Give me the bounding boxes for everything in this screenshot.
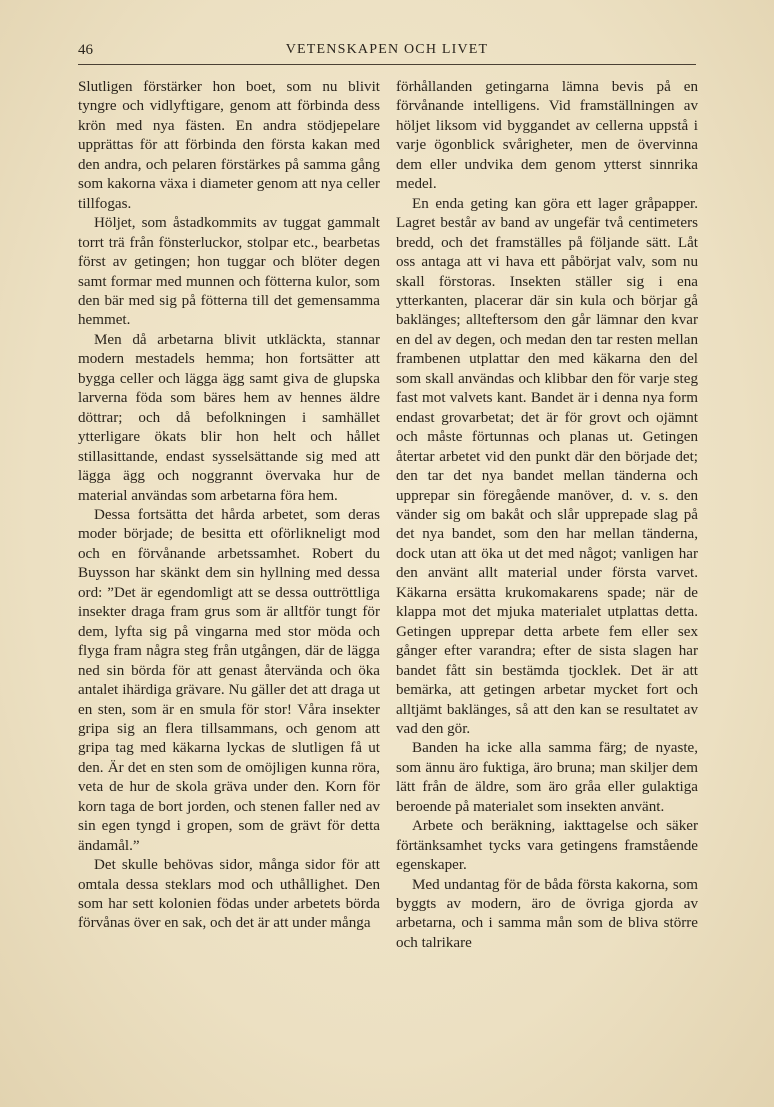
paragraph: Arbete och beräkning, iakttagelse och säker förtänksamhet tycks vara getingens framstående egenskaper.	[396, 818, 698, 874]
paragraph: Slutligen förstärker hon boet, som nu blivit tyngre och vidlyftigare, genom att förbinda dess krön med nya fästen. En andra stödjepelare upprättas för att förbinda den första kakan med den andra, och pelaren förstärkes på samma gång som kakorna växa i diameter genom att nya celler tillfogas.	[78, 79, 380, 212]
page-number: 46	[78, 42, 93, 58]
left-column	[78, 78, 380, 934]
page-header	[78, 40, 696, 65]
paragraph: Det skulle behövas sidor, många sidor för att omtala dessa steklars mod och uthållighet. Den som har sett kolonien födas under arbetets börda förvånas över en sak, och det är att under många	[78, 857, 380, 932]
running-title: VETENSKAPEN OCH LIVET	[285, 42, 489, 57]
paragraph: En enda geting kan göra ett lager gråpapper. Lagret består av band av ungefär två centimeters bredd, och det framställes på följande sätt. Låt oss antaga att vi hava ett påbörjat valv, som nu skall förstoras. Insekten ställer sig i ena ytterkanten, placerar där sin kula och börjar gå baklänges; allteftersom den går lämnar den kvar en del av degen, och medan den tar resten mellan frambenen utplattar den med käkarna den del som skall användas och klibbar den för varje steg fast mot valvets kant. Bandet är i denna nya form endast grovarbetat; det är för grovt och ojämnt och måste förtunnas och planas ut. Getingen återtar arbetet vid den punkt där den började det; den tar det nya bandet mellan tänderna och upprepar sin föregående manöver, d. v. s. den vänder sig om bakåt och slår upprepade slag på det nya bandet, som den har mellan tänderna, dock utan att öka ut det med något; vanligen har den använt allt material under första varvet. Käkarna ersätta krukomakarens spade; när de klappa mot det mjuka materialet utplattas detta. Getingen upprepar detta arbete fem eller sex gånger efter varandra; efter de sista slagen har bandet fått sin bestämda tjocklek. Det är att bemärka, att getingen arbetar mycket fort och alltjämt baklänges, så att den kan se resultatet av vad den gör.	[396, 195, 698, 737]
paragraph: Med undantag för de båda första kakorna, som byggts av modern, äro de övriga gjorda av arbetarna, och i samma mån som de bliva större och talrikare	[396, 876, 698, 951]
paragraph: Banden ha icke alla samma färg; de nyaste, som ännu äro fuktiga, äro bruna; man skiljer dem lätt från de äldre, som äro gråa eller gulaktiga beroende på materialet som insekten använt.	[396, 740, 698, 815]
right-column	[396, 78, 698, 953]
paragraph: Höljet, som åstadkommits av tuggat gammalt torrt trä från fönsterluckor, stolpar etc., bearbetas först av getingen; hon tuggar och blöter degen samt formar med munnen och fötterna kulor, som den bär med sig på fötterna till det gemensamma hemmet.	[78, 215, 380, 329]
paragraph: förhållanden getingarna lämna bevis på en förvånande intelligens. Vid framställningen av höljet liksom vid byggandet av cellerna uppstå i varje ögonblick svårigheter, men de övervinna dem eller undvika dem genom ytterst sinnrika medel.	[396, 79, 698, 193]
paragraph: Men då arbetarna blivit utkläckta, stannar modern mestadels hemma; hon fortsätter att bygga celler och lägga ägg samt giva de glupska larverna föda som bäres hem av hennes äldre döttrar; och då befolkningen i samhället ytterligare ökats blir hon helt och hållet stillasittande, endast sysselsättande sig med att lägga ägg och noggrannt övervaka hur de material användas som arbetarna föra hem.	[78, 331, 380, 504]
paragraph: Dessa fortsätta det hårda arbetet, som deras moder började; de besitta ett oförlikneligt mod och en förvånande arbetssamhet. Robert du Buysson har skänkt dem sin hyllning med dessa ord: ”Det är egendomligt att se dessa outtröttliga insekter draga fram grus som är alltför tungt för dem, lyfta sig på vingarna med stor möda och flyga fram några steg från utgången, där de lägga ned sin börda för att genast återvända och öka antalet ihärdiga grävare. Nu gäller det att draga ut en sten, som är en smula för stor! Våra insekter gripa sig an flera tillsammans, och genom att gripa tag med käkarna lyckas de slutligen få ut den. Är det en sten som de omöjligen kunna röra, veta de hur de skola gräva under den. Korn för korn taga de bort jorden, och stenen faller ned av sin egen tyngd i gropen, som de grävt för detta ändamål.”	[78, 506, 380, 854]
